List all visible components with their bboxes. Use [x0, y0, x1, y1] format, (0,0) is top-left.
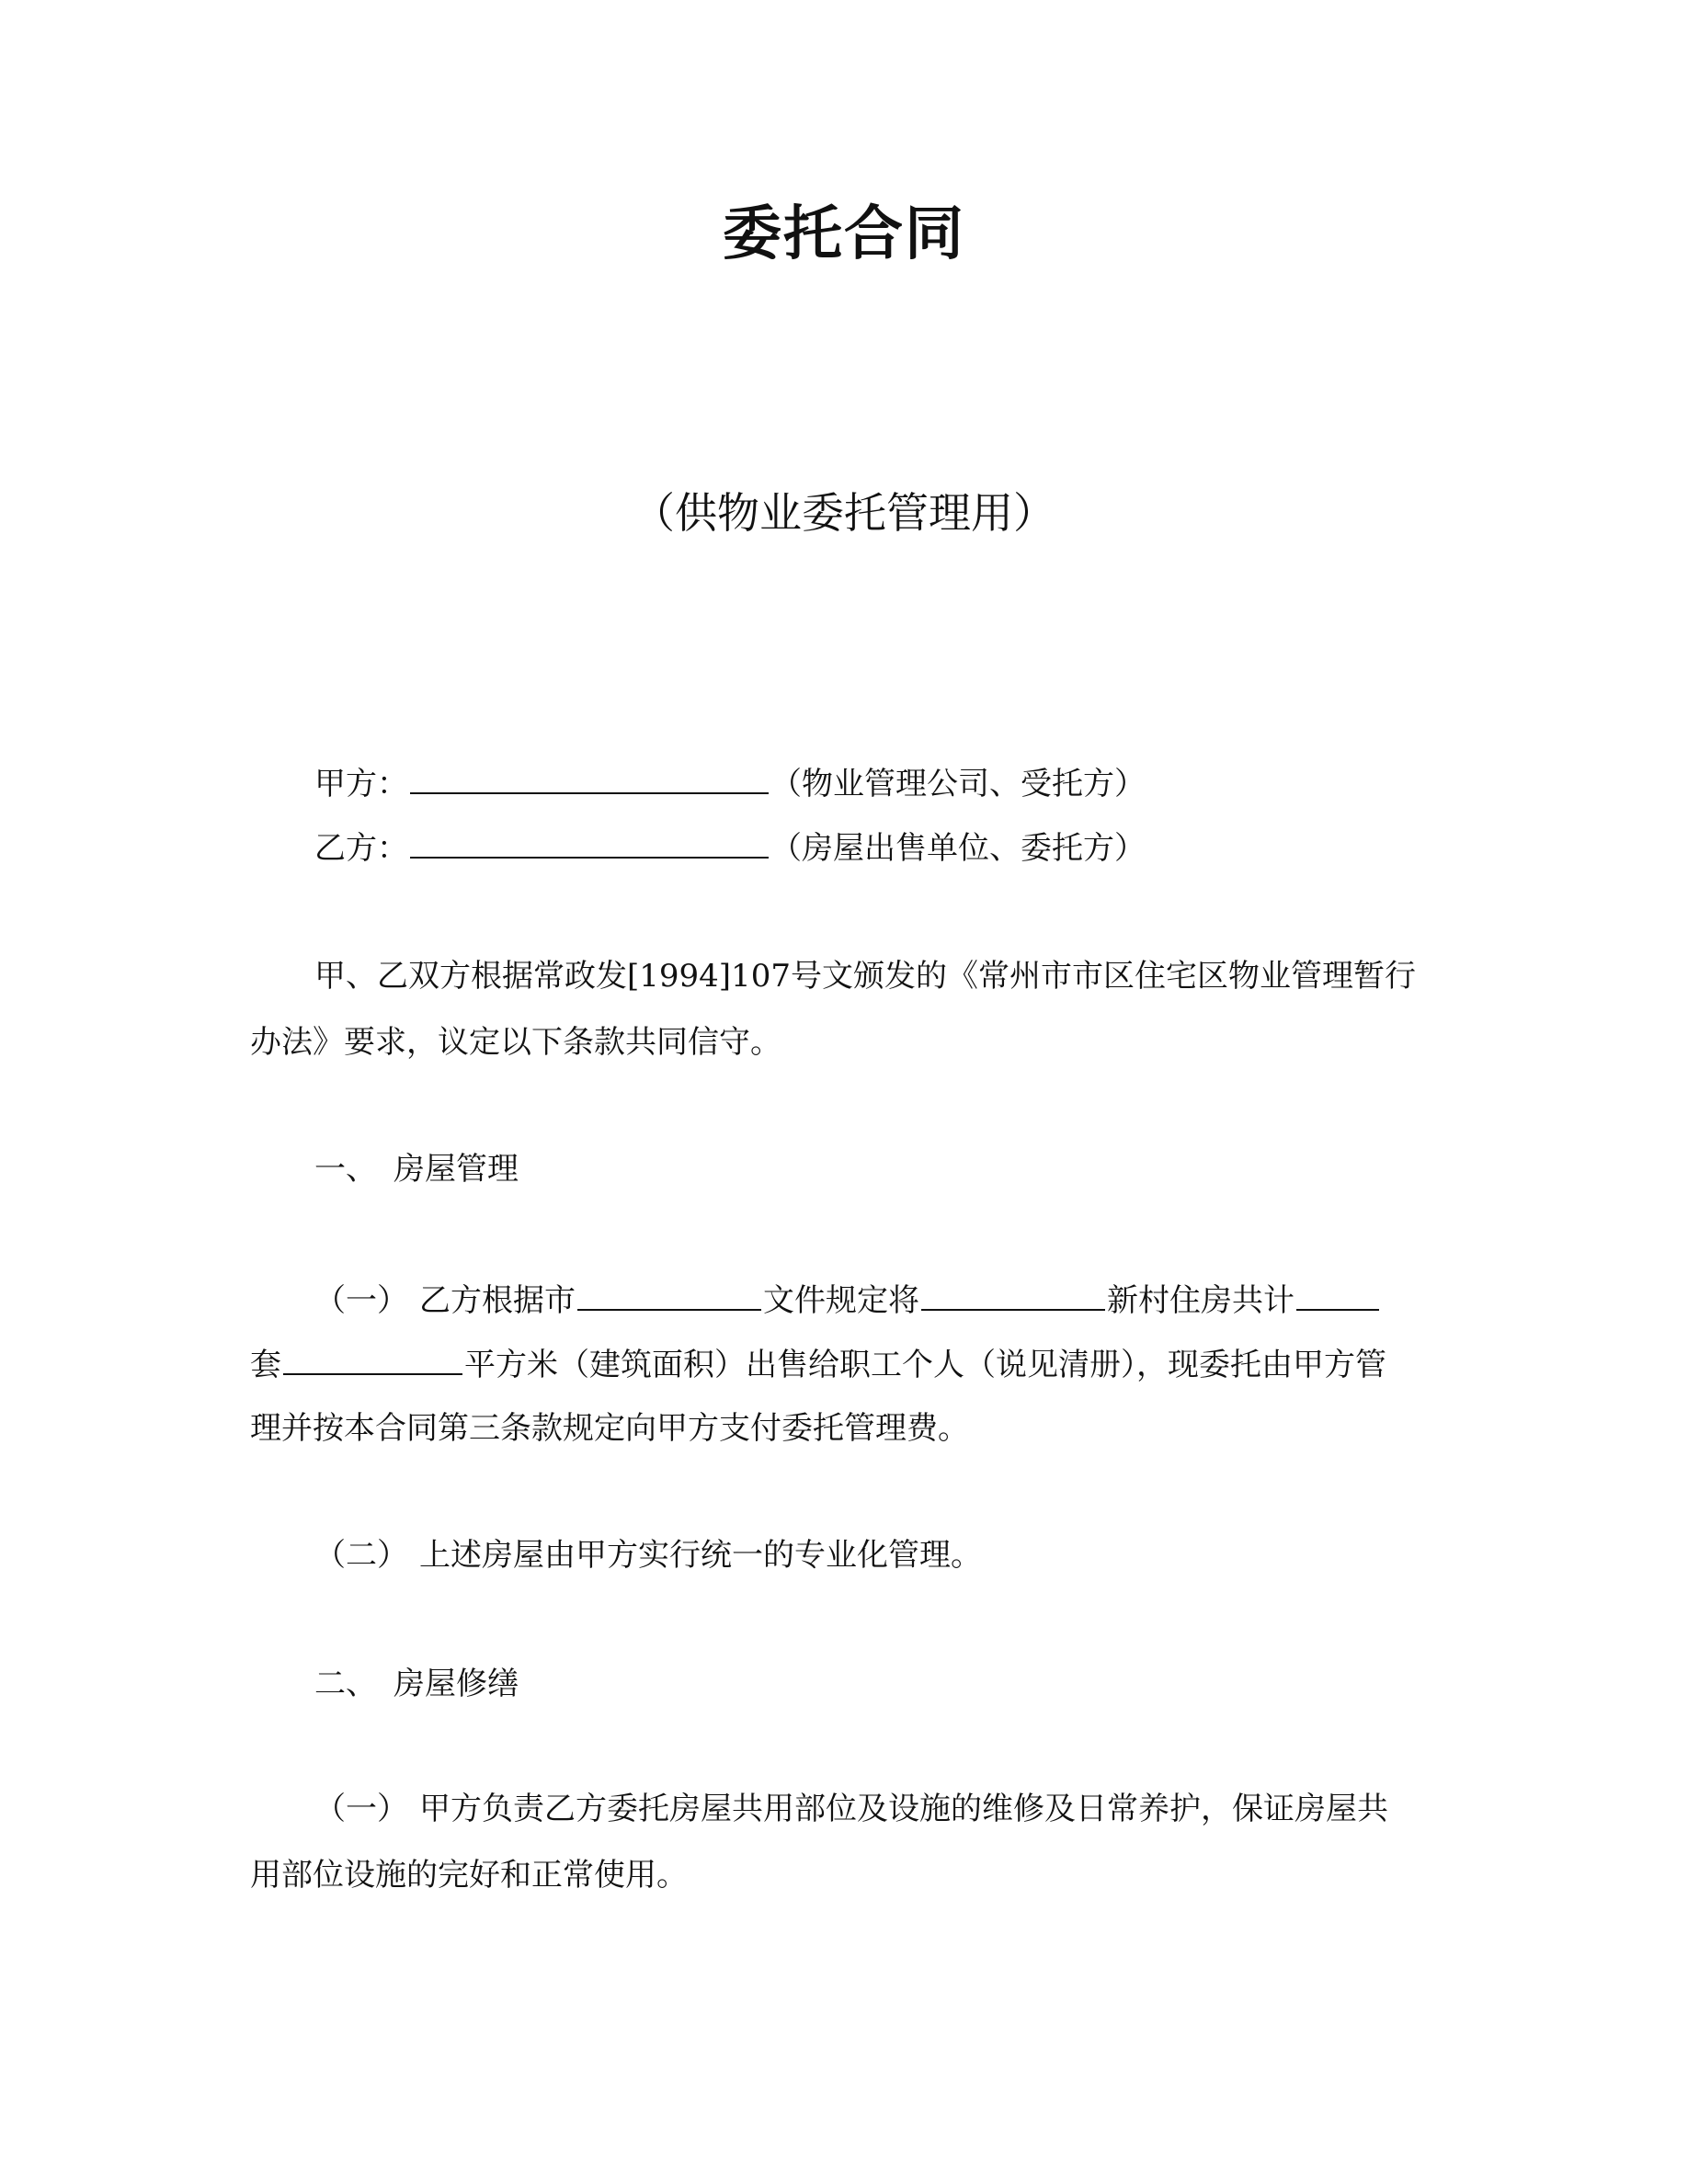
- clause-text-b: 文件规定将: [763, 1282, 919, 1319]
- section-2-clause-1-line-1: [314, 1787, 1510, 1831]
- party-b-line: [314, 825, 1510, 870]
- clause-text-c: 新村住房共计: [1107, 1282, 1295, 1319]
- party-a-role: （物业管理公司、受托方）: [770, 766, 1146, 802]
- document-subtitle: （供物业委托管理用）: [633, 488, 1055, 538]
- intro-line-1: 甲、乙双方根据常政发[1994]107号文颁发的《常州市市区住宅区物业管理暂行: [314, 958, 1416, 995]
- section-2-clause-1-number: （一）: [314, 1791, 408, 1827]
- section-1-clause-1-number: （一）: [314, 1282, 408, 1319]
- section-1-clause-1-line-3: 理并按本合同第三条款规定向甲方支付委托管理费。: [250, 1410, 969, 1447]
- section-2-title: 房屋修缮: [393, 1666, 519, 1702]
- section-1-title: 房屋管理: [393, 1151, 519, 1188]
- section-1-number: 一、: [314, 1151, 377, 1188]
- party-a-line: [314, 761, 1510, 806]
- section-2-heading: [314, 1662, 1510, 1706]
- document-title: 委托合同: [723, 200, 965, 268]
- intro-line-2: 办法》要求，议定以下条款共同信守。: [250, 1024, 781, 1061]
- section-1-clause-2-number: （二）: [314, 1537, 408, 1574]
- section-1-clause-1-line-1: [314, 1278, 1510, 1323]
- party-a-blank: [410, 761, 769, 794]
- area-blank: [283, 1342, 462, 1375]
- clause-text-d: 平方米（建筑面积）出售给职工个人（说见清册），现委托由甲方管: [464, 1347, 1386, 1383]
- village-name-blank: [921, 1278, 1105, 1311]
- party-b-label: 乙方：: [314, 830, 408, 867]
- section-1-clause-1-line-2: [250, 1342, 1445, 1387]
- section-2-clause-1-text-1: 甲方负责乙方委托房屋共用部位及设施的维修及日常养护，保证房屋共: [419, 1791, 1388, 1827]
- clause-text-a: 乙方根据市: [419, 1282, 576, 1319]
- party-b-blank: [410, 825, 769, 859]
- party-b-role: （房屋出售单位、委托方）: [770, 830, 1146, 867]
- clause-text-unit: 套: [250, 1347, 281, 1383]
- section-1-clause-2: [314, 1533, 1510, 1577]
- city-document-blank: [577, 1278, 761, 1311]
- section-2-clause-1-line-2: 用部位设施的完好和正常使用。: [250, 1857, 688, 1894]
- section-1-heading: [314, 1147, 1510, 1191]
- section-1-clause-2-text: 上述房屋由甲方实行统一的专业化管理。: [419, 1537, 982, 1574]
- section-2-number: 二、: [314, 1666, 377, 1702]
- party-a-label: 甲方：: [314, 766, 408, 802]
- unit-count-blank: [1296, 1278, 1379, 1311]
